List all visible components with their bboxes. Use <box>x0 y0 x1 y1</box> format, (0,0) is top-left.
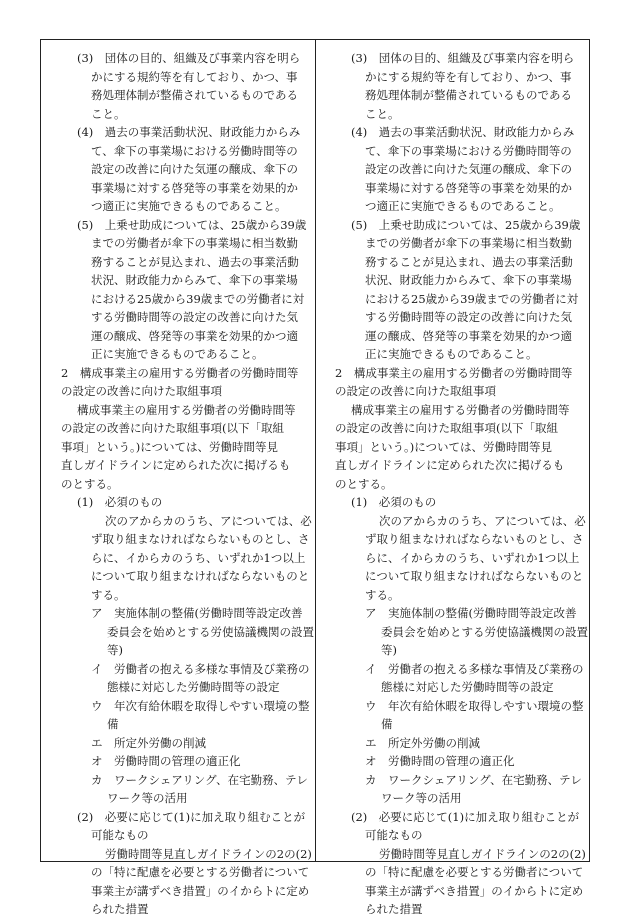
text-line: オ 労働時間の管理の適正化 <box>365 754 515 768</box>
comparison-table <box>40 39 590 916</box>
text-line: 務することが見込まれ、過去の事業活動 <box>365 254 573 269</box>
text-line: までの労働者が傘下の事業場に相当数勤 <box>91 236 298 250</box>
text-line: における25歳から39歳までの労働者に対 <box>365 291 579 306</box>
text-line: 2 構成事業主の雇用する労働者の労働時間等 <box>61 365 299 380</box>
text-line: 事業場に対する啓発等の事業を効果的か <box>91 180 298 195</box>
text-line: らに、イからカのうち、いずれか1つ以上 <box>365 550 580 565</box>
text-line: られた措置 <box>365 902 423 916</box>
text-line: (4) 過去の事業活動状況、財政能力からみ <box>77 125 301 139</box>
text-line: の「特に配慮を必要とする労働者について <box>365 865 584 879</box>
text-line: ウ 年次有給休暇を取得しやすい環境の整 <box>91 698 310 713</box>
text-line: 委員会を始めとする労使協議機関の設置 <box>381 624 588 639</box>
text-line: 備 <box>381 717 393 731</box>
text-line: 設定の改善に向けた気運の醸成、傘下の <box>91 162 298 176</box>
text-line: について取り組まなければならないものと <box>365 569 584 583</box>
text-line: て、傘下の事業場における労働時間等の <box>91 143 298 158</box>
text-line: かにする規約等を有しており、かつ、事 <box>365 69 572 84</box>
text-line: (4) 過去の事業活動状況、財政能力からみ <box>351 125 575 139</box>
text-line: 事業主が講ずべき措置」のイからトに定め <box>91 883 310 898</box>
text-line: カ ワークシェアリング、在宅勤務、テレ <box>91 772 308 787</box>
text-line: ア 実施体制の整備(労働時間等設定改善 <box>91 606 303 620</box>
text-line: カ ワークシェアリング、在宅勤務、テレ <box>365 772 582 787</box>
text-line: (1) 必須のもの <box>77 495 163 509</box>
text-line: 次のアからカのうち、アについては、必 <box>379 513 586 528</box>
text-line: 務することが見込まれ、過去の事業活動 <box>91 254 299 269</box>
text-line: 次のアからカのうち、アについては、必 <box>105 513 312 528</box>
text-line: 備 <box>107 717 119 731</box>
text-line: について取り組まなければならないものと <box>91 569 310 583</box>
text-line: 正に実施できるものであること。 <box>91 347 264 361</box>
text-line: 状況、財政能力からみて、傘下の事業場 <box>91 273 298 287</box>
text-line: オ 労働時間の管理の適正化 <box>91 754 241 768</box>
text-line: 正に実施できるものであること。 <box>365 347 538 361</box>
text-line: 事項」という。)については、労働時間等見 <box>61 439 279 454</box>
text-line: における25歳から39歳までの労働者に対 <box>91 291 305 306</box>
left-column <box>61 49 313 919</box>
text-line: (2) 必要に応じて(1)に加え取り組むことが <box>351 809 580 824</box>
text-line: 事業場に対する啓発等の事業を効果的か <box>365 180 572 195</box>
text-line: 務処理体制が整備されているものである <box>365 88 572 102</box>
text-line: 直しガイドラインに定められた次に掲げるも <box>61 458 291 472</box>
text-line: (2) 必要に応じて(1)に加え取り組むことが <box>77 809 306 824</box>
text-line: のとする。 <box>335 476 393 491</box>
text-line: エ 所定外労働の削減 <box>365 735 480 750</box>
text-line: 可能なもの <box>365 828 423 842</box>
column-divider <box>315 40 316 861</box>
text-line: 構成事業主の雇用する労働者の労働時間等 <box>77 402 296 417</box>
text-line: の設定の改善に向けた取組事項(以下「取組 <box>61 421 284 435</box>
text-line: 状況、財政能力からみて、傘下の事業場 <box>365 273 572 287</box>
text-line: する。 <box>91 587 126 602</box>
text-line: 等) <box>107 643 123 657</box>
text-line: ワーク等の活用 <box>381 791 462 805</box>
text-line: 設定の改善に向けた気運の醸成、傘下の <box>365 162 572 176</box>
text-line: エ 所定外労働の削減 <box>91 735 206 750</box>
right-column <box>335 49 587 919</box>
text-line: ワーク等の活用 <box>107 791 188 805</box>
text-line: する労働時間等の設定の改善に向けた気 <box>91 310 298 324</box>
text-line: 態様に対応した労働時間等の設定 <box>107 680 280 694</box>
text-line: 可能なもの <box>91 828 149 842</box>
text-line: 2 構成事業主の雇用する労働者の労働時間等 <box>335 365 573 380</box>
text-line: イ 労働者の抱える多様な事情及び業務の <box>365 661 584 676</box>
text-line: 労働時間等見直しガイドラインの2の(2) <box>105 846 312 861</box>
text-line: のとする。 <box>61 476 119 491</box>
text-line: つ適正に実施できるものであること。 <box>365 199 561 213</box>
text-line: 直しガイドラインに定められた次に掲げるも <box>335 458 565 472</box>
text-line: らに、イからカのうち、いずれか1つ以上 <box>91 550 306 565</box>
text-line: られた措置 <box>91 902 149 916</box>
text-line: 務処理体制が整備されているものである <box>91 88 298 102</box>
text-line: て、傘下の事業場における労働時間等の <box>365 143 572 158</box>
text-line: 等) <box>381 643 397 657</box>
text-line: までの労働者が傘下の事業場に相当数勤 <box>365 236 572 250</box>
text-line: ず取り組まなければならないものとし、さ <box>91 532 310 546</box>
text-line: する労働時間等の設定の改善に向けた気 <box>365 310 572 324</box>
text-line: 態様に対応した労働時間等の設定 <box>381 680 554 694</box>
text-line: 構成事業主の雇用する労働者の労働時間等 <box>351 402 570 417</box>
text-line: かにする規約等を有しており、かつ、事 <box>91 69 298 84</box>
text-line: 委員会を始めとする労使協議機関の設置 <box>107 624 314 639</box>
text-line: 運の醸成、啓発等の事業を効果的かつ適 <box>91 328 298 343</box>
text-line: の設定の改善に向けた取組事項 <box>335 384 496 398</box>
text-line: つ適正に実施できるものであること。 <box>91 199 287 213</box>
text-line: こと。 <box>91 106 126 121</box>
text-line: 事項」という。)については、労働時間等見 <box>335 439 553 454</box>
text-line: (5) 上乗せ助成については、25歳から39歳 <box>77 217 307 232</box>
text-line: こと。 <box>365 106 400 121</box>
text-line: の設定の改善に向けた取組事項 <box>61 384 222 398</box>
text-line: イ 労働者の抱える多様な事情及び業務の <box>91 661 310 676</box>
text-line: (1) 必須のもの <box>351 495 437 509</box>
text-line: (3) 団体の目的、組織及び事業内容を明ら <box>77 51 301 65</box>
text-line: 労働時間等見直しガイドラインの2の(2) <box>379 846 586 861</box>
text-line: 事業主が講ずべき措置」のイからトに定め <box>365 883 584 898</box>
text-line: (5) 上乗せ助成については、25歳から39歳 <box>351 217 581 232</box>
text-line: の「特に配慮を必要とする労働者について <box>91 865 310 879</box>
text-line: ア 実施体制の整備(労働時間等設定改善 <box>365 606 577 620</box>
text-line: ず取り組まなければならないものとし、さ <box>365 532 584 546</box>
text-line: する。 <box>365 587 400 602</box>
text-line: 運の醸成、啓発等の事業を効果的かつ適 <box>365 328 572 343</box>
text-line: の設定の改善に向けた取組事項(以下「取組 <box>335 421 558 435</box>
text-line: (3) 団体の目的、組織及び事業内容を明ら <box>351 51 575 65</box>
text-line: ウ 年次有給休暇を取得しやすい環境の整 <box>365 698 584 713</box>
